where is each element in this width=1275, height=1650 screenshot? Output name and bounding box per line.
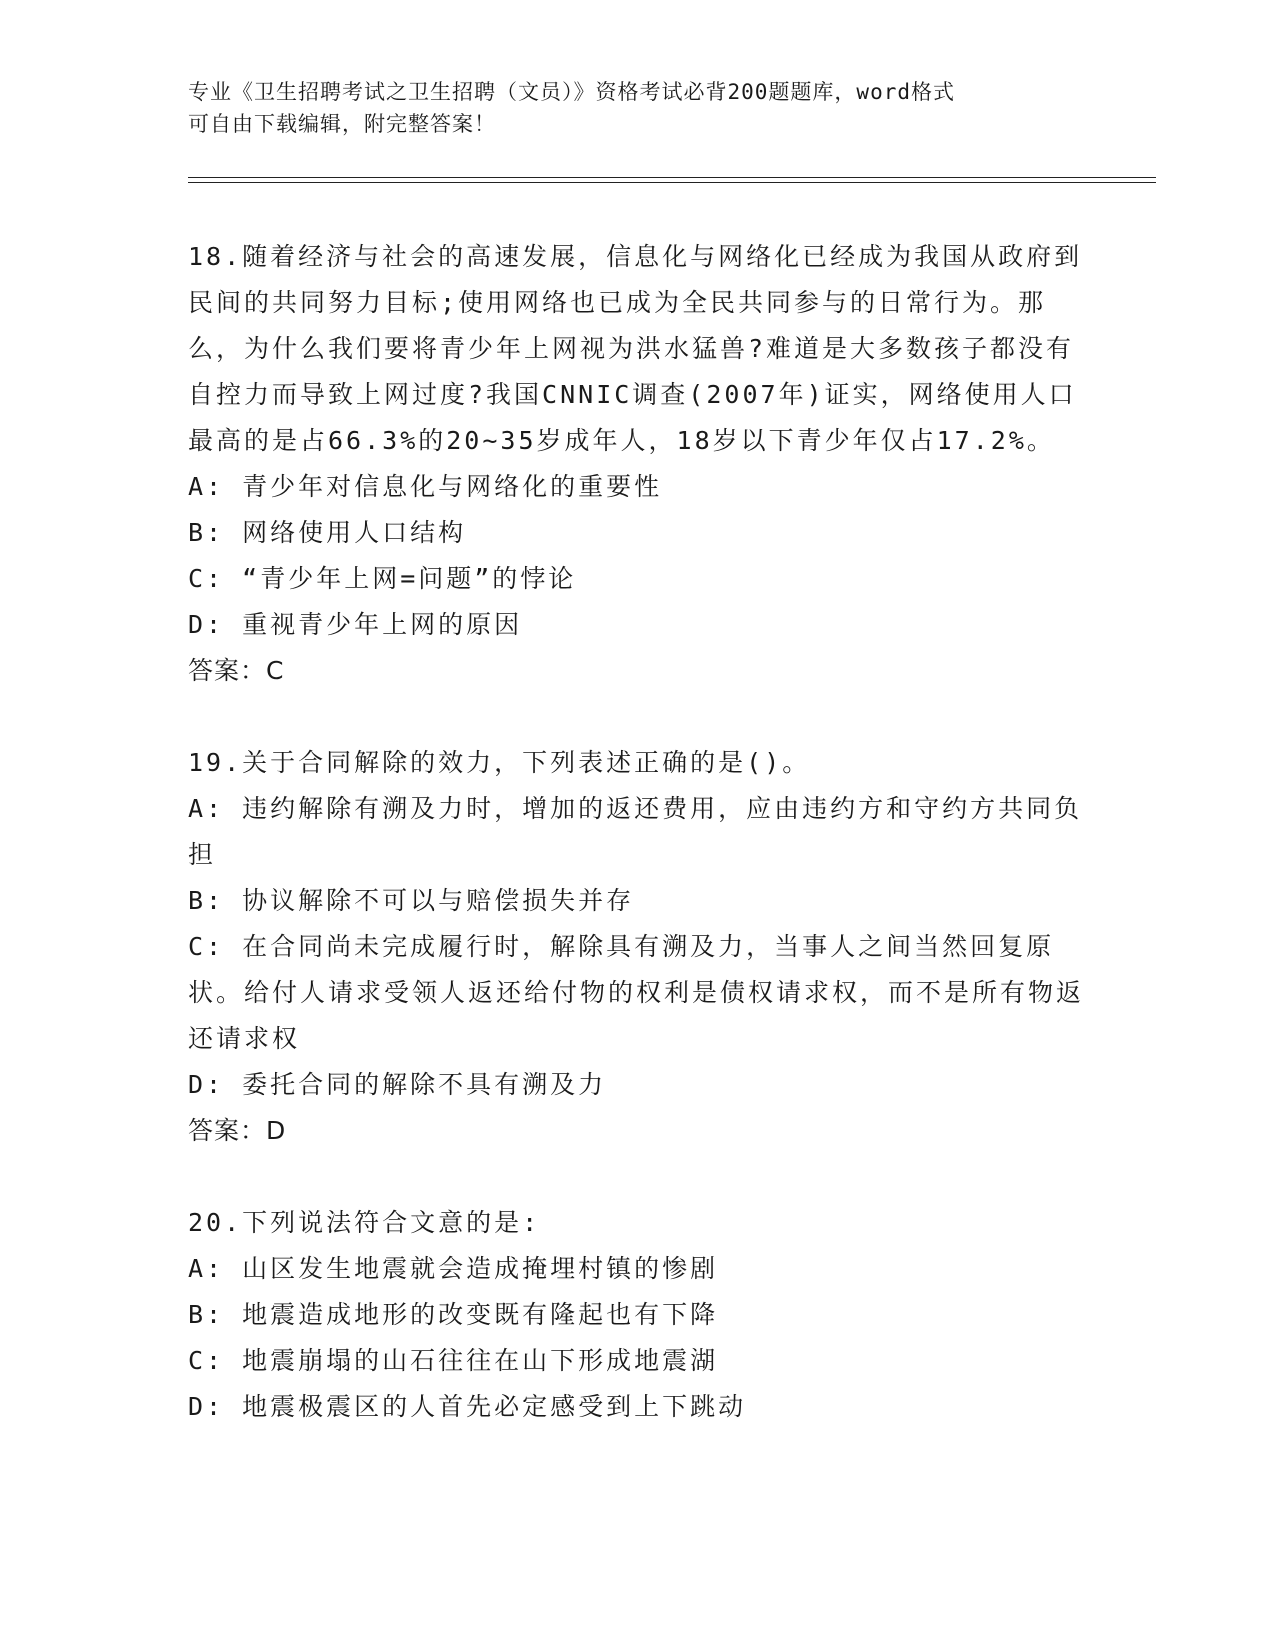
- option-b: B: 网络使用人口结构: [188, 518, 467, 547]
- option-d: D: 地震极震区的人首先必定感受到上下跳动: [188, 1392, 747, 1421]
- option-c: C: 地震崩塌的山石往往在山下形成地震湖: [188, 1346, 719, 1375]
- question-stem: 20.下列说法符合文意的是:: [188, 1208, 541, 1237]
- question-18: [188, 234, 1088, 694]
- question-stem: 19.关于合同解除的效力，下列表述正确的是()。: [188, 748, 811, 777]
- option-a: A: 山区发生地震就会造成掩埋村镇的惨剧: [188, 1254, 719, 1283]
- option-b: B: 地震造成地形的改变既有隆起也有下降: [188, 1300, 719, 1329]
- option-d: D: 委托合同的解除不具有溯及力: [188, 1070, 607, 1099]
- question-list: [188, 234, 1088, 1476]
- answer-line: 答案：D: [188, 1116, 287, 1145]
- question-stem: 18.随着经济与社会的高速发展，信息化与网络化已经成为我国从政府到民间的共同努力目标;使用网络也已成为全民共同参与的日常行为。那么，为什么我们要将青少年上网视为洪水猛兽?难道是大多数孩子都没有自控力而导致上网过度?我国CNNIC调查(2007年)证实，网络使用人口最高的是占66.3%的20~35岁成年人，18岁以下青少年仅占17.2%。: [188, 242, 1083, 455]
- header-divider-bottom: [188, 182, 1156, 183]
- question-19: [188, 740, 1088, 1154]
- option-a: A: 青少年对信息化与网络化的重要性: [188, 472, 663, 501]
- option-d: D: 重视青少年上网的原因: [188, 610, 523, 639]
- question-20: [188, 1200, 1088, 1430]
- header-title-line-1: 专业《卫生招聘考试之卫生招聘（文员）》资格考试必背200题题库，word格式: [188, 80, 955, 104]
- option-c: C: “青少年上网=问题”的悖论: [188, 564, 577, 593]
- answer-line: 答案：C: [188, 656, 285, 685]
- option-b: B: 协议解除不可以与赔偿损失并存: [188, 886, 635, 915]
- header-divider-top: [188, 177, 1156, 178]
- option-a: A: 违约解除有溯及力时，增加的返还费用，应由违约方和守约方共同负担: [188, 794, 1083, 869]
- option-c: C: 在合同尚未完成履行时，解除具有溯及力，当事人之间当然回复原状。给付人请求受领人返还给付物的权利是债权请求权，而不是所有物返还请求权: [188, 932, 1085, 1053]
- document-header: [188, 76, 1088, 140]
- header-title-line-2: 可自由下载编辑，附完整答案！: [188, 112, 496, 136]
